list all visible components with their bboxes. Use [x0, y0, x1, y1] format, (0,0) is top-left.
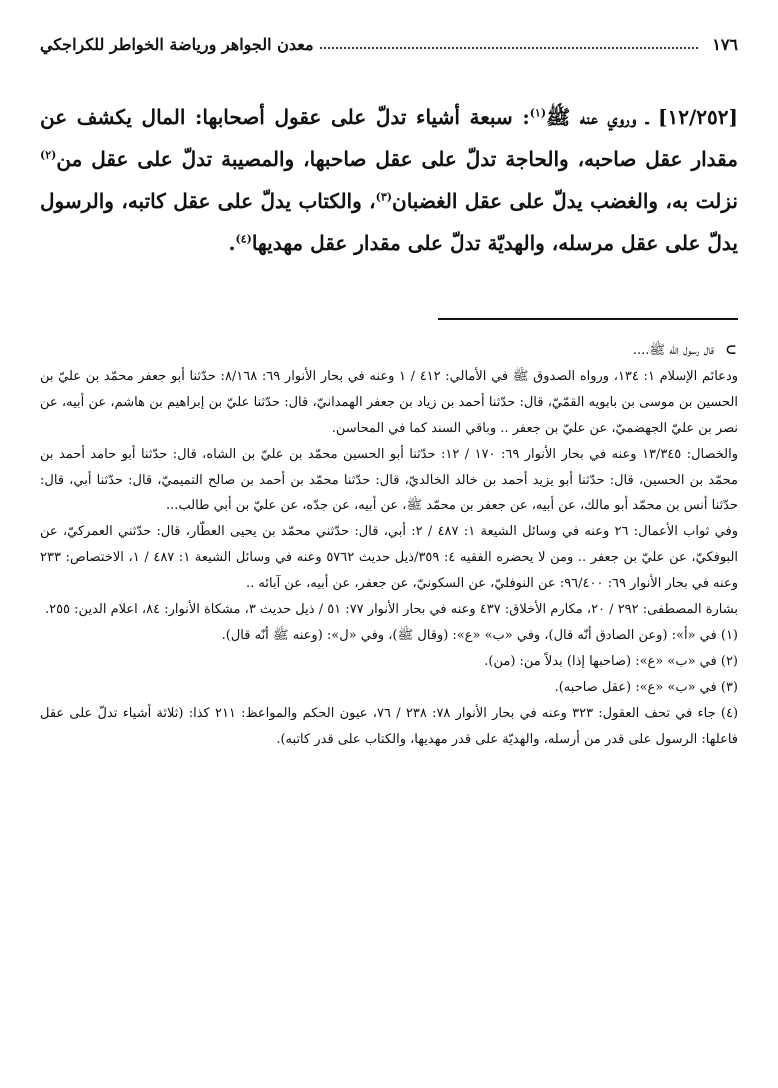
footnote-3: (٣) في «ب» «ع»: (عقل صاحبه).	[554, 679, 738, 695]
source-paragraph: وفي ثواب الأعمال: ٢٦ وعنه في وسائل الشيعة ١: ٤٨٧ / ٢: أبي، قال: حدّثني محمّد بن يحيى العطّار، قال: حدّثني العمركيّ، عن البوفكيّ، عن عليّ بن جعفر .. ومن لا يحضره الفقيه ٤: ٣٥٩/ذيل حديث ٥٧٦٢ وعنه في وسائل الشيعة ١: ٤٨٧ / ١، الاختصاص: ٢٣٣ وعنه في بحار الأنوار ٦٩: ٩٦/٤٠٠: عن النوفليّ، عن السكونيّ، عن جعفر، عن أبيه، عن آبائه ..	[40, 524, 739, 592]
page-header	[40, 30, 738, 58]
quote-marker-icon: ⊃	[725, 342, 737, 358]
page-number: ١٧٦	[712, 34, 738, 54]
footnote-4: (٤) جاء في تحف العقول: ٣٢٣ وعنه في بحار الأنوار ٧٨: ٢٣٨ / ٧٦، عيون الحكم والمواعظ: ٢١١ كذا: (ثلاثة أشياء تدلّ على عقل فاعلها: الرسول على قدر من أرسله، والهديّة على قدر مهديها، والكتاب على قدر كاتبه).	[40, 705, 739, 747]
footnote-1: (١) في «أ»: (وعن الصادق أنّه قال)، وفي «ب» «ع»: (وقال ﷺ)، وفي «ل»: (وعنه ﷺ أنّه قال).	[221, 627, 738, 643]
footnote-2: (٢) في «ب» «ع»: (صاحبها إذا) بدلاً من: (من).	[484, 653, 738, 669]
footnote-ref-1: (١)	[529, 106, 547, 120]
source-paragraph: ودعائم الإسلام ١: ١٣٤، ورواه الصدوق ﷺ في الأمالي: ٤١٢ / ١ وعنه في بحار الأنوار ٦٩: ٨/١٦٨: حدّثنا أبو جعفر محمّد بن عليّ بن الحسين بن موسى بن بابويه القمّيّ، قال: حدّثنا أحمد بن زياد بن جعفر الهمدانيّ، قال: حدّثنا عليّ بن إبراهيم بن هاشم، عن أبيه، عن نصر بن عليّ الجهضميّ، عن عليّ بن جعفر .. وباقي السند كما في المحاسن.	[40, 368, 739, 436]
source-quote-text: قال رسول الله ﷺ....	[632, 343, 714, 358]
footnote-ref-2: (٢)	[40, 148, 57, 162]
source-paragraph: والخصال: ١٣/٣٤٥ وعنه في بحار الأنوار ٦٩: ١٧٠ / ١٢: حدّثنا أبو الحسين محمّد بن عليّ بن الشاه، قال: حدّثنا أبو حامد أحمد بن محمّد بن الحسين، قال: حدّثنا أبو يزيد أحمد بن خالد الخالديّ، قال: حدّثنا محمّد بن أحمد بن صالح التميميّ، قال: حدّثنا أبي، قال: حدّثنا أنس بن محمّد أبو مالك، عن أبيه، عن جعفر بن محمّد ﷺ، عن أبيه، عن جدّه، عن عليّ بن أبي طالب...	[40, 446, 738, 514]
footnote-ref-4: (٤)	[235, 232, 252, 246]
hadith-text	[40, 96, 738, 264]
book-page	[40, 0, 738, 1088]
footnote-divider	[438, 318, 738, 320]
running-title: معدن الجواهر ورياضة الخواطر للكراجكي	[40, 34, 314, 54]
header-dotted-leader	[320, 47, 699, 49]
source-quote	[40, 338, 738, 364]
footnote-ref-3: (٣)	[375, 190, 392, 204]
footnotes	[40, 338, 738, 753]
hadith-paragraph: [١٢/٢٥٢] ـ وروي عنه ﷺ$^{(١)}$: سبعة أشياء تدلّ على عقول أصحابها: المال يكشف عن مقدار عقل صاحبه، والحاجة تدلّ على عقل صاحبها، والمصيبة تدلّ على عقل من$^{(٢)}$ نزلت به، والغضب يدلّ على عقل الغضبان$^{(٣)}$، والكتاب يدلّ على عقل كاتبه، والرسول يدلّ على عقل مرسله، والهديّة تدلّ على مقدار عقل مهديها$^{(٤)}$.	[40, 105, 738, 255]
hadith-number: [١٢/٢٥٢]	[658, 105, 738, 129]
source-paragraph: بشارة المصطفى: ٢٩٢ / ٢٠، مكارم الأخلاق: ٤٣٧ وعنه في بحار الأنوار ٧٧: ٥١ / ذيل حديث ٣، مشكاة الأنوار: ٨٤، اعلام الدين: ٢٥٥.	[44, 602, 738, 618]
